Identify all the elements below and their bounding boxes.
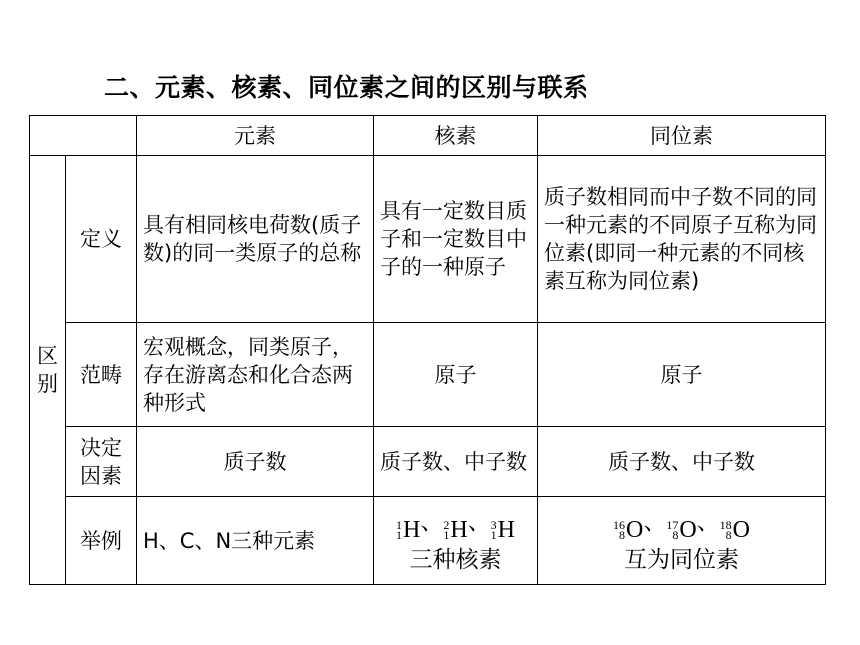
row-label-definition: 定义 [66,156,137,323]
cell-example-isotope [538,497,826,585]
row-label-example: 举例 [66,497,137,585]
isotope-o18 [720,516,750,544]
atomic-number: 8 [725,527,732,542]
element-symbol: H [402,516,421,543]
mass-number: 18 [719,517,732,532]
row-label-determinant: 决定因素 [66,427,137,497]
cell-determinant-element: 质子数 [137,427,374,497]
table-row-determinant [30,427,826,497]
nuclide-h3 [491,516,515,544]
cell-definition-element: 具有相同核电荷数(质子数)的同一类原子的总称 [137,156,374,323]
table-row-definition [30,156,826,323]
atomic-number: 1 [443,527,450,542]
atomic-number: 8 [618,527,625,542]
row-label-scope: 范畴 [66,323,137,427]
header-corner-cell [30,116,137,156]
table-row-example [30,497,826,585]
isotope-caption: 互为同位素 [624,546,739,573]
page-title: 二、元素、核素、同位素之间的区别与联系 [104,73,589,102]
table-header-row [30,116,826,156]
isotope-o16 [613,516,643,544]
mass-number: 16 [612,517,625,532]
nuclide-caption: 三种核素 [409,546,502,573]
nuclide-notation-line [380,508,531,544]
separator: 、 [467,508,491,534]
isotope-o17 [666,516,696,544]
cell-example-nuclide [374,497,538,585]
mass-number: 3 [490,517,497,532]
table-row-scope [30,323,826,427]
group-label-difference [30,156,66,585]
element-symbol: O [732,516,751,543]
cell-scope-isotope: 原子 [538,323,826,427]
nuclide-h2 [443,516,467,544]
element-symbol: H [497,516,516,543]
nuclide-h1 [396,516,420,544]
comparison-table [29,115,826,585]
header-isotope: 同位素 [538,116,826,156]
header-element: 元素 [137,116,374,156]
cell-example-element: H、C、N三种元素 [137,497,374,585]
cell-scope-element: 宏观概念，同类原子，存在游离态和化合态两种形式 [137,323,374,427]
atomic-number: 8 [672,527,679,542]
group-label-char-2: 别 [37,372,58,396]
separator: 、 [420,508,444,534]
atomic-number: 1 [395,527,402,542]
cell-definition-nuclide: 具有一定数目质子和一定数目中子的一种原子 [374,156,538,323]
cell-definition-isotope: 质子数相同而中子数不同的同一种元素的不同原子互称为同位素(即同一种元素的不同核素互称为同位素) [538,156,826,323]
cell-scope-nuclide: 原子 [374,323,538,427]
separator: 、 [643,508,667,534]
cell-determinant-isotope: 质子数、中子数 [538,427,826,497]
mass-number: 17 [666,517,679,532]
isotope-notation-line [544,508,819,544]
group-label-char-1: 区 [37,344,58,368]
element-symbol: O [679,516,697,543]
element-symbol: O [625,516,644,543]
separator: 、 [696,508,720,534]
element-symbol: H [450,516,468,543]
mass-number: 2 [443,517,450,532]
cell-determinant-nuclide: 质子数、中子数 [374,427,538,497]
header-nuclide: 核素 [374,116,538,156]
atomic-number: 1 [490,527,497,542]
mass-number: 1 [395,517,402,532]
